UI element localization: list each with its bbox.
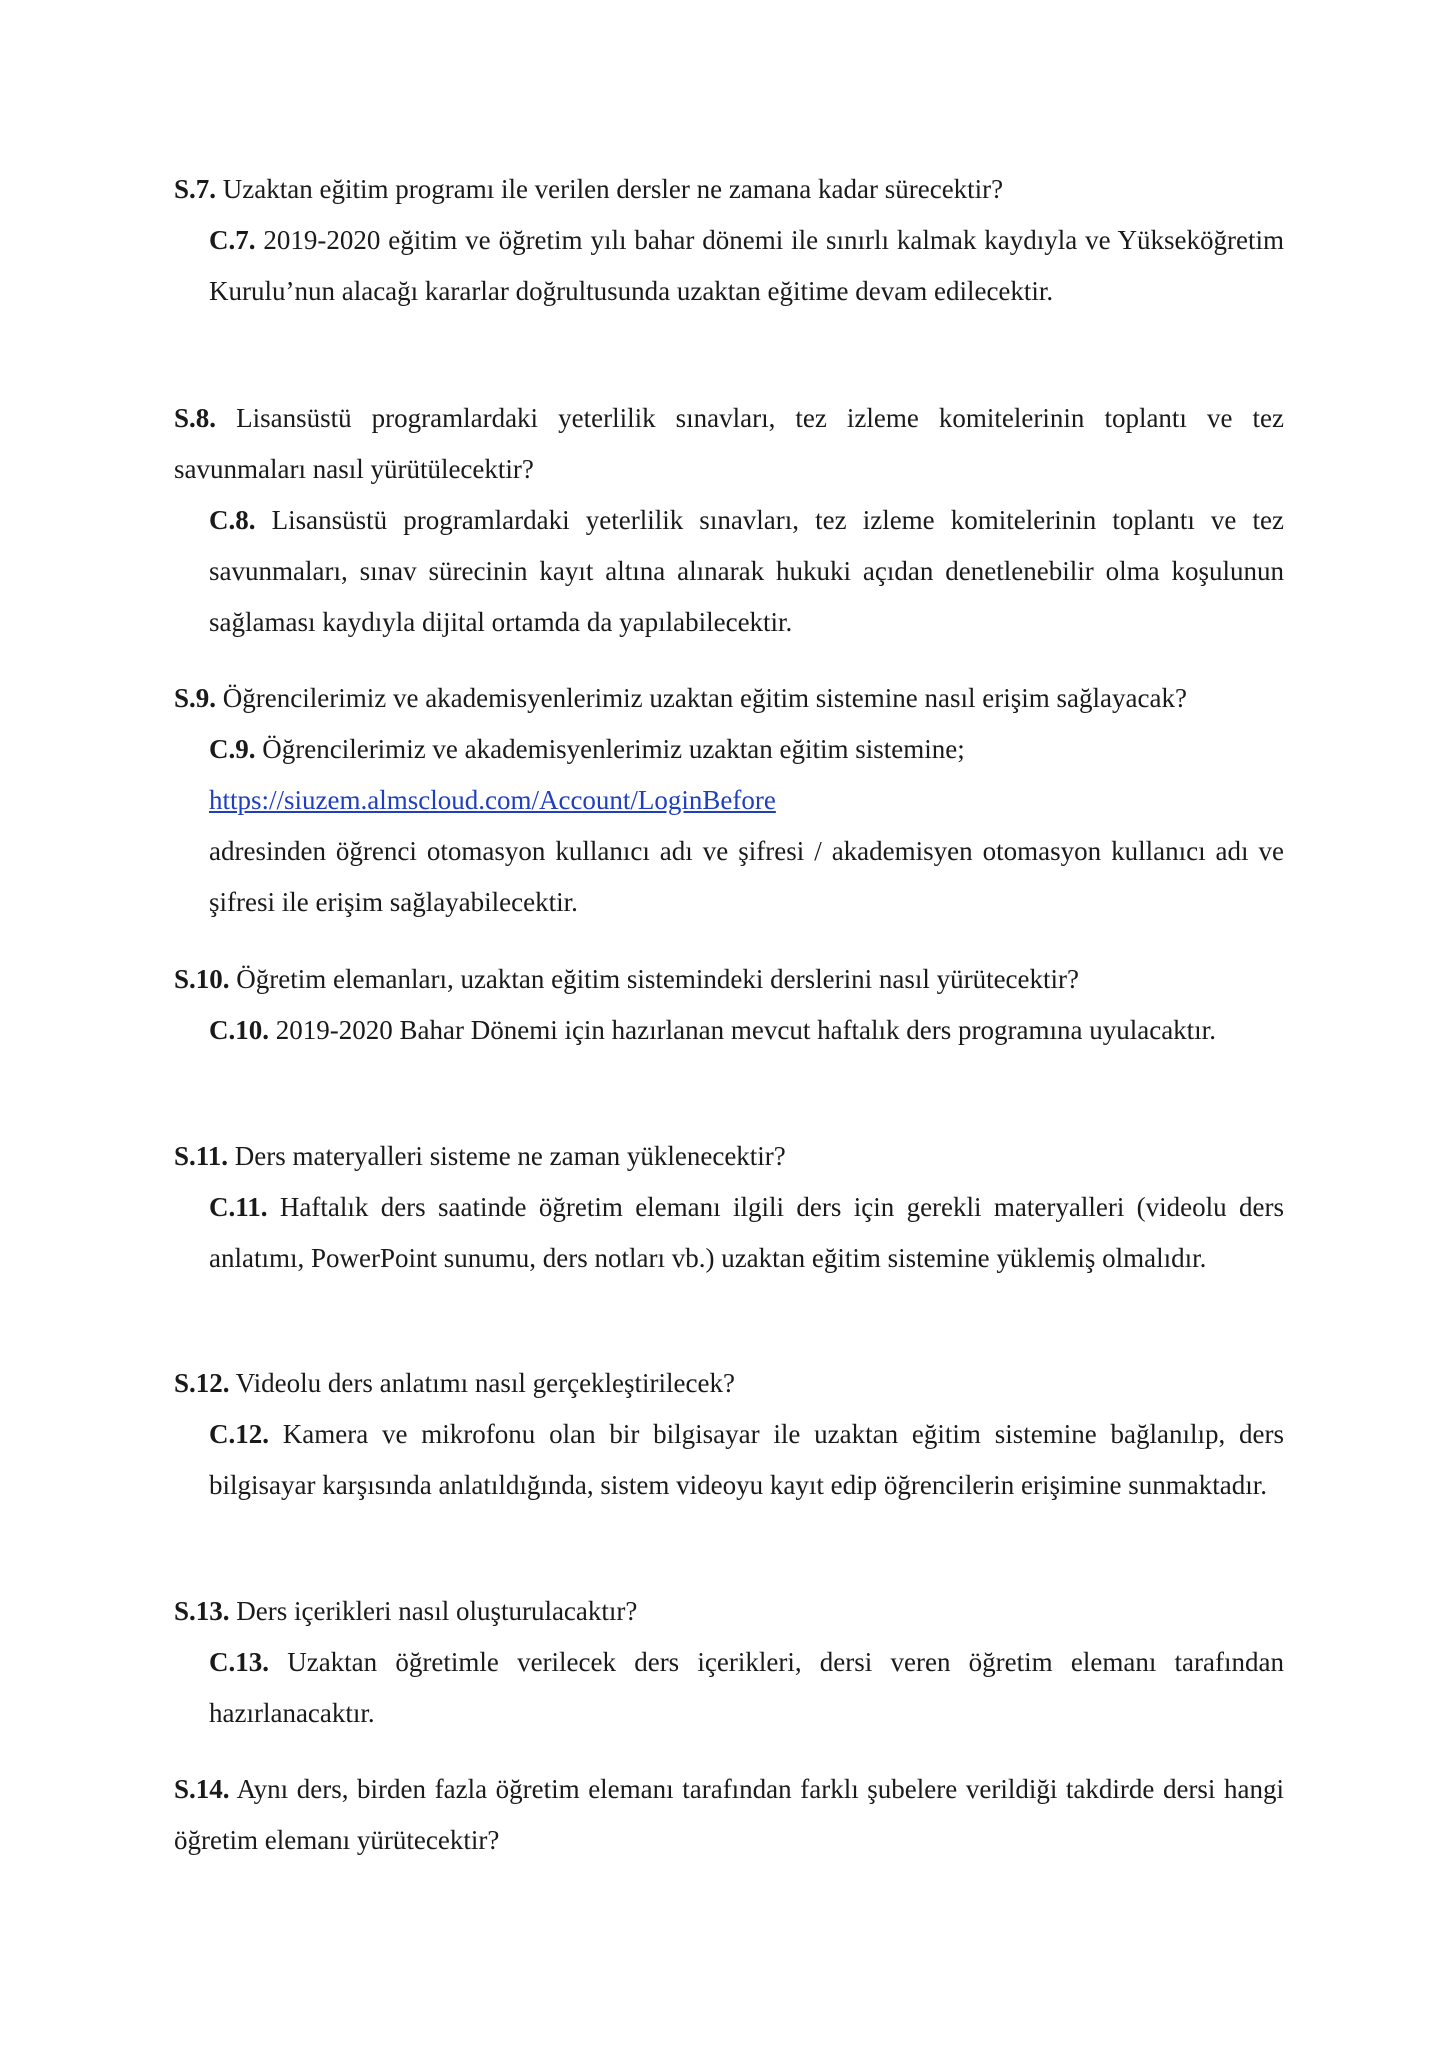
answer-text: Haftalık ders saatinde öğretim elemanı ilgili ders için gerekli materyalleri (videolu ders anlatımı, PowerPoint sunumu, ders notları vb.) uzaktan eğitim sistemine yüklemiş olmalıdır. — [209, 1192, 1284, 1273]
login-link[interactable]: https://siuzem.almscloud.com/Account/LoginBefore — [209, 785, 776, 815]
question-text: Öğrencilerimiz ve akademisyenlerimiz uzaktan eğitim sistemine nasıl erişim sağlayacak? — [216, 683, 1187, 713]
answer-12 — [209, 1409, 1284, 1511]
answer-text: Uzaktan öğretimle verilecek ders içerikleri, dersi veren öğretim elemanı tarafından hazırlanacaktır. — [209, 1647, 1284, 1728]
question-13 — [174, 1586, 1284, 1637]
question-label: S.10. — [174, 964, 230, 994]
question-label: S.12. — [174, 1368, 230, 1398]
question-14 — [174, 1764, 1284, 1866]
answer-label: C.9. — [209, 734, 256, 764]
question-label: S.11. — [174, 1141, 229, 1171]
question-label: S.13. — [174, 1596, 230, 1626]
question-8 — [174, 393, 1284, 495]
question-9 — [174, 673, 1284, 724]
question-text: Videolu ders anlatımı nasıl gerçekleştirilecek? — [229, 1368, 735, 1398]
answer-label: C.10. — [209, 1015, 269, 1045]
answer-text-after: adresinden öğrenci otomasyon kullanıcı adı ve şifresi / akademisyen otomasyon kullanıcı adı ve şifresi ile erişim sağlayabilecektir. — [209, 836, 1284, 917]
question-text: Ders materyalleri sisteme ne zaman yüklenecektir? — [228, 1141, 786, 1171]
question-7 — [174, 164, 1284, 215]
answer-text: 2019-2020 eğitim ve öğretim yılı bahar dönemi ile sınırlı kalmak kaydıyla ve Yükseköğretim Kurulu’nun alacağı kararlar doğrultusunda uzaktan eğitime devam edilecektir. — [209, 225, 1284, 306]
answer-label: C.12. — [209, 1419, 269, 1449]
answer-text: 2019-2020 Bahar Dönemi için hazırlanan mevcut haftalık ders programına uyulacaktır. — [269, 1015, 1216, 1045]
question-12 — [174, 1358, 1284, 1409]
question-text: Lisansüstü programlardaki yeterlilik sınavları, tez izleme komitelerinin toplantı ve tez savunmaları nasıl yürütülecektir? — [174, 403, 1284, 484]
answer-label: C.7. — [209, 225, 256, 255]
answer-text: Lisansüstü programlardaki yeterlilik sınavları, tez izleme komitelerinin toplantı ve tez savunmaları, sınav sürecinin kayıt altına alınarak hukuki açıdan denetlenebilir olma koşulunun sağlaması kaydıyla dijital ortamda da yapılabilecektir. — [209, 505, 1284, 637]
answer-label: C.13. — [209, 1647, 269, 1677]
question-label: S.14. — [174, 1774, 230, 1804]
question-text: Uzaktan eğitim programı ile verilen dersler ne zamana kadar sürecektir? — [216, 174, 1004, 204]
answer-9 — [209, 724, 1284, 928]
question-11 — [174, 1131, 1284, 1182]
answer-11 — [209, 1182, 1284, 1284]
answer-13 — [209, 1637, 1284, 1739]
answer-10 — [209, 1005, 1284, 1056]
answer-text: Kamera ve mikrofonu olan bir bilgisayar ile uzaktan eğitim sistemine bağlanılıp, ders bilgisayar karşısında anlatıldığında, sistem videoyu kayıt edip öğrencilerin erişimine sunmaktadır. — [209, 1419, 1284, 1500]
answer-label: C.11. — [209, 1192, 268, 1222]
question-10 — [174, 954, 1284, 1005]
question-text: Öğretim elemanları, uzaktan eğitim sistemindeki derslerini nasıl yürütecektir? — [229, 964, 1080, 994]
answer-7 — [209, 215, 1284, 317]
question-text: Aynı ders, birden fazla öğretim elemanı tarafından farklı şubelere verildiği takdirde dersi hangi öğretim elemanı yürütecektir? — [174, 1774, 1284, 1855]
answer-8 — [209, 495, 1284, 648]
question-label: S.8. — [174, 403, 217, 433]
question-text: Ders içerikleri nasıl oluşturulacaktır? — [229, 1596, 638, 1626]
answer-label: C.8. — [209, 505, 256, 535]
answer-text: Öğrencilerimiz ve akademisyenlerimiz uzaktan eğitim sistemine; — [255, 734, 965, 764]
question-label: S.9. — [174, 683, 217, 713]
question-label: S.7. — [174, 174, 217, 204]
